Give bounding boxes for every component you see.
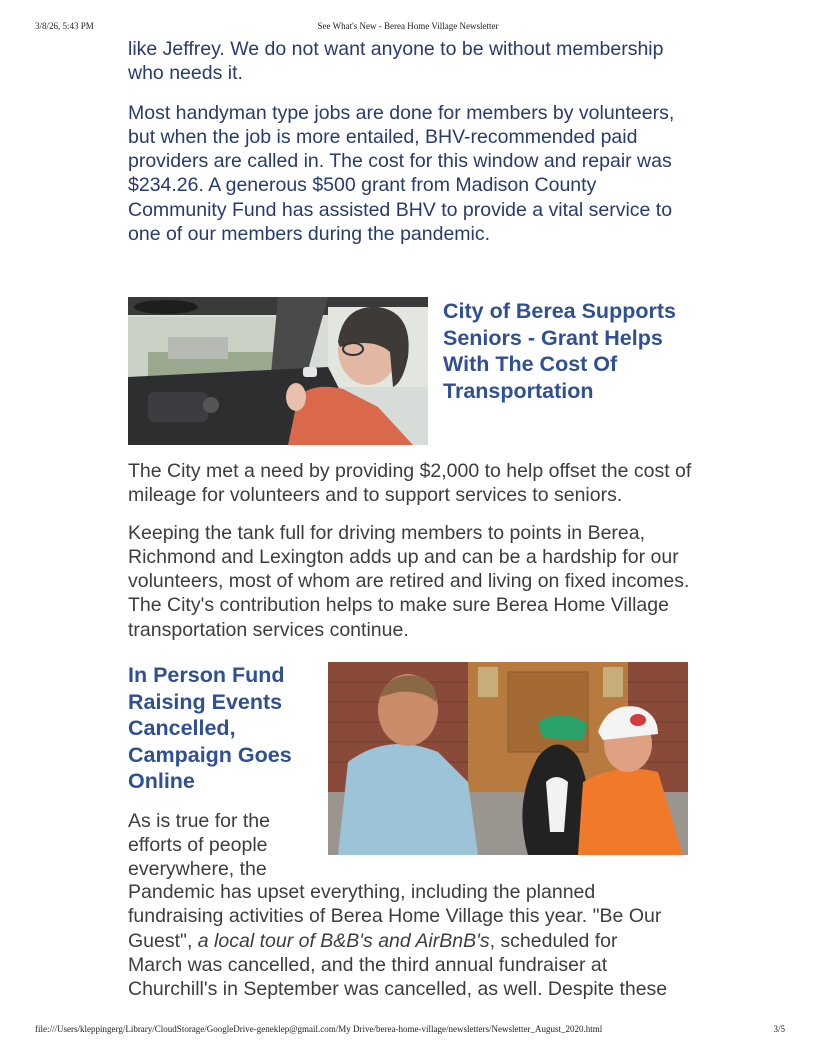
- bb-tour-name: a local tour of B&B's and AirBnB's: [197, 929, 490, 952]
- fundraising-line-5: Churchill's in September was cancelled, as well. Despite these: [128, 978, 668, 1001]
- print-file-path: file:///Users/kleppingerg/Library/CloudStorage/GoogleDrive-geneklep@gmail.com/My Drive/berea-home-village/newsletters/Newsletter_August_2020.html: [35, 1024, 603, 1034]
- transport-heading: City of Berea Supports Seniors - Grant Helps With The Cost Of Transportation: [443, 299, 676, 403]
- print-page-number: 3/5: [773, 1024, 785, 1034]
- fundraising-heading-block: [128, 662, 313, 881]
- photo-man-boy-and-dog: [328, 662, 688, 855]
- print-page-title: See What's New - Berea Home Village Newsletter: [317, 21, 499, 31]
- fundraising-line-4: March was cancelled, and the third annual fundraiser at: [128, 953, 608, 976]
- fundraising-line-2: fundraising activities of Berea Home Village this year. "Be Our: [128, 905, 662, 928]
- print-datetime: 3/8/26, 5:43 PM: [35, 21, 94, 31]
- newsletter-content: [128, 37, 693, 246]
- fundraising-line-3: [128, 929, 698, 953]
- print-header: [0, 21, 816, 33]
- fundraising-line-3a: Guest",: [128, 929, 198, 952]
- fundraising-line-3c: , scheduled for: [489, 929, 618, 952]
- fundraising-line-1: Pandemic has upset everything, including the planned: [128, 881, 596, 903]
- fundraising-lead-text: As is true for the efforts of people everywhere, the: [128, 809, 270, 881]
- transport-body: [128, 459, 693, 642]
- woman-driving-photo: [128, 297, 428, 445]
- transport-heading-block: [443, 298, 693, 404]
- intro-paragraph-2: Most handyman type jobs are done for members by volunteers, but when the job is more entailed, BHV-recommended paid providers are called in. The cost for this window and repair was $234.26. A generous $500 grant from Madison County Community Fund has assisted BHV to provide a vital service to one of our members during the pandemic.: [128, 101, 675, 246]
- intro-paragraph-1: like Jeffrey. We do not want anyone to be without membership who needs it.: [128, 38, 664, 85]
- transport-paragraph-1: The City met a need by providing $2,000 to help offset the cost of mileage for volunteers and to support services to seniors.: [128, 460, 692, 507]
- fundraising-body: [128, 880, 698, 1001]
- man-boy-dog-photo: [328, 662, 688, 855]
- transport-paragraph-2: Keeping the tank full for driving members to points in Berea, Richmond and Lexington adds up and can be a hardship for our volunteers, most of whom are retired and living on fixed incomes. The City's contribution helps to make sure Berea Home Village transportation services continue.: [128, 521, 690, 641]
- photo-woman-driving-car: [128, 297, 428, 445]
- fundraising-heading: In Person Fund Raising Events Cancelled, Campaign Goes Online: [128, 663, 292, 793]
- print-footer: [0, 1024, 816, 1036]
